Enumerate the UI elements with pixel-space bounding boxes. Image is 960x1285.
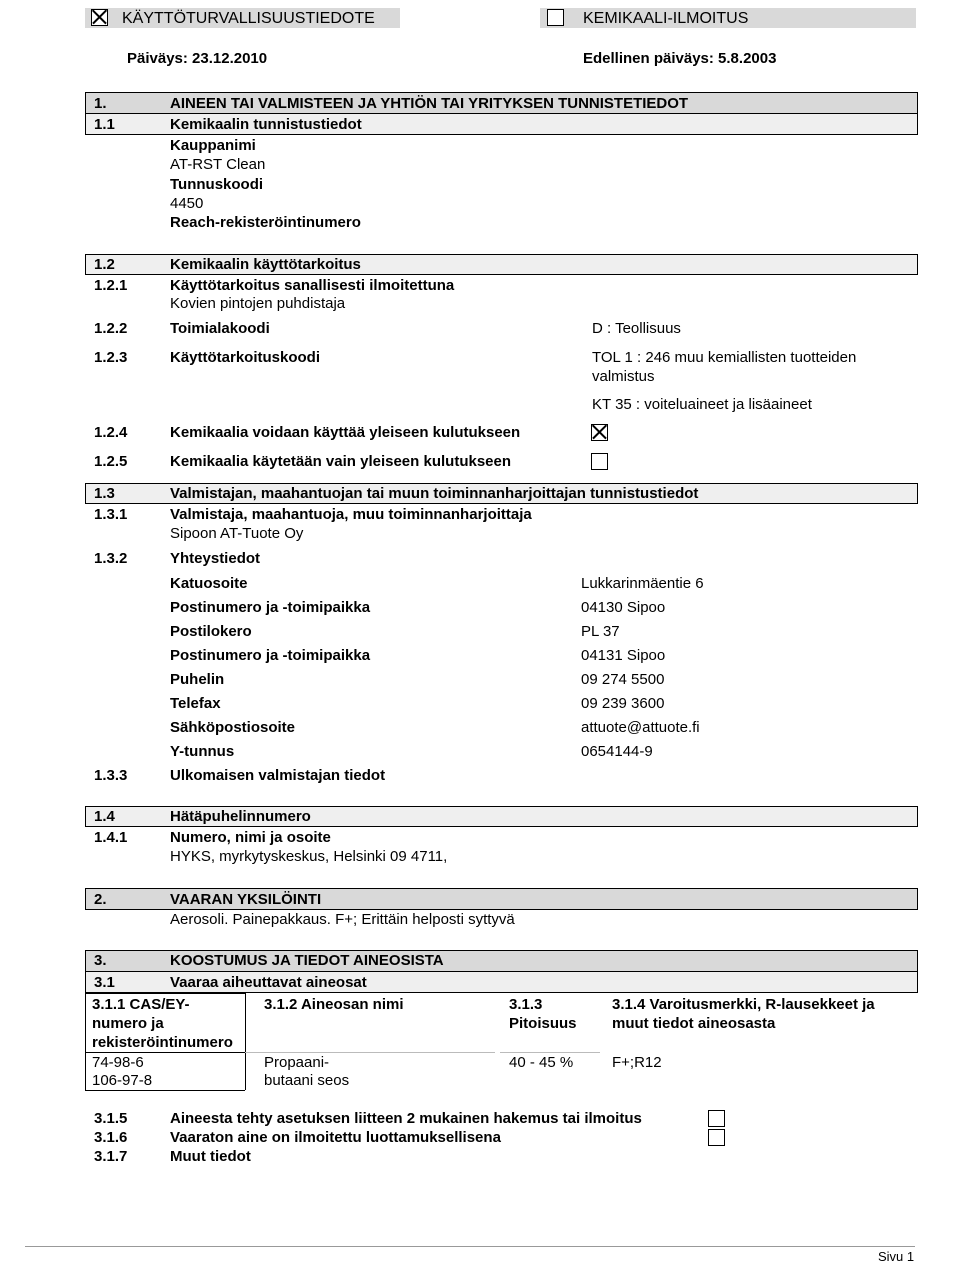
section-3-1-6-title: Vaaraton aine on ilmoitettu luottamuksellisena <box>170 1129 501 1146</box>
contact-label: Katuosoite <box>170 575 248 592</box>
section-1-2-5-title: Kemikaalia käytetään vain yleiseen kulutukseen <box>170 453 512 470</box>
table-cell-cas: 74-98-6 <box>92 1054 144 1071</box>
section-1-number: 1. <box>94 95 107 112</box>
table-left-border <box>85 993 86 1090</box>
section-1-4-1-title: Numero, nimi ja osoite <box>170 829 331 846</box>
section-1-4-1-value: HYKS, myrkytyskeskus, Helsinki 09 4711, <box>170 848 448 865</box>
section-3-1-title: Vaaraa aiheuttavat aineosat <box>170 974 367 991</box>
contact-label: Sähköpostiosoite <box>170 719 296 736</box>
trade-name-label: Kauppanimi <box>170 137 256 154</box>
section-1-2-4-title: Kemikaalia voidaan käyttää yleiseen kulutukseen <box>170 424 521 441</box>
section-3-1-5-title: Aineesta tehty asetuksen liitteen 2 mukainen hakemus tai ilmoitus <box>170 1110 642 1127</box>
contact-label: Puhelin <box>170 671 225 688</box>
contact-label: Postinumero ja -toimipaikka <box>170 599 371 616</box>
document-date: Päiväys: 23.12.2010 <box>127 50 268 67</box>
table-cell-name: Propaani- <box>264 1054 330 1071</box>
table-header-cas: rekisteröintinumero <box>92 1034 233 1051</box>
section-1-4-1-number: 1.4.1 <box>94 829 128 846</box>
trade-name-value: AT-RST Clean <box>170 156 266 173</box>
section-1-title: AINEEN TAI VALMISTEEN JA YHTIÖN TAI YRITYKSEN TUNNISTETIEDOT <box>170 95 689 112</box>
section-1-2-5-number: 1.2.5 <box>94 453 128 470</box>
contact-value: 0654144-9 <box>581 743 653 760</box>
section-1-2-1-title: Käyttötarkoitus sanallisesti ilmoitettuna <box>170 277 455 294</box>
contact-label: Postinumero ja -toimipaikka <box>170 647 371 664</box>
consumer-use-checkbox[interactable] <box>591 424 608 441</box>
table-bottom-border <box>85 1090 245 1091</box>
contact-value: 04130 Sipoo <box>581 599 666 616</box>
section-1-2-1-value: Kovien pintojen puhdistaja <box>170 295 346 312</box>
code-value: 4450 <box>170 195 204 212</box>
footer-divider <box>25 1246 915 1247</box>
section-1-3-title: Valmistajan, maahantuojan tai muun toiminnanharjoittajan tunnistustiedot <box>170 485 699 502</box>
section-3-1-5-number: 3.1.5 <box>94 1110 128 1127</box>
section-1-2-3-value-1a: TOL 1 : 246 muu kemiallisten tuotteiden <box>592 349 857 366</box>
header-left-title: KÄYTTÖTURVALLISUUSTIEDOTE <box>122 10 375 27</box>
confidential-checkbox[interactable] <box>708 1129 725 1146</box>
table-cell-name: butaani seos <box>264 1072 350 1089</box>
contact-value: PL 37 <box>581 623 620 640</box>
section-3-title: KOOSTUMUS JA TIEDOT AINEOSISTA <box>170 952 444 969</box>
table-header-row-border <box>85 1052 245 1053</box>
table-header-concentration: Pitoisuus <box>509 1015 577 1032</box>
consumer-only-checkbox[interactable] <box>591 453 608 470</box>
table-top-border <box>85 993 245 994</box>
chemical-notification-checkbox[interactable] <box>547 9 564 26</box>
page-number: Sivu 1 <box>878 1249 915 1264</box>
table-cell-divider <box>245 1052 495 1053</box>
previous-date: Edellinen päiväys: 5.8.2003 <box>583 50 777 67</box>
section-3-1-7-title: Muut tiedot <box>170 1148 251 1165</box>
section-1-2-number: 1.2 <box>94 256 115 273</box>
header-right-title: KEMIKAALI-ILMOITUS <box>583 10 749 27</box>
section-1-3-1-title: Valmistaja, maahantuoja, muu toiminnanharjoittaja <box>170 506 532 523</box>
contact-label: Telefax <box>170 695 221 712</box>
contact-value: 09 274 5500 <box>581 671 665 688</box>
section-1-2-2-title: Toimialakoodi <box>170 320 270 337</box>
reach-label: Reach-rekisteröintinumero <box>170 214 361 231</box>
section-1-3-2-number: 1.3.2 <box>94 550 128 567</box>
table-header-cas: numero ja <box>92 1015 164 1032</box>
section-2-text: Aerosoli. Painepakkaus. F+; Erittäin helposti syttyvä <box>170 911 515 928</box>
table-header-cas: 3.1.1 CAS/EY- <box>92 996 190 1013</box>
section-2-title: VAARAN YKSILÖINTI <box>170 891 322 908</box>
section-1-2-3-number: 1.2.3 <box>94 349 128 366</box>
section-1-2-3-title: Käyttötarkoituskoodi <box>170 349 321 366</box>
section-1-2-3-value-2: KT 35 : voiteluaineet ja lisäaineet <box>592 396 812 413</box>
contact-value: 04131 Sipoo <box>581 647 666 664</box>
sds-checkbox[interactable] <box>91 9 108 26</box>
contact-value: 09 239 3600 <box>581 695 665 712</box>
section-1-3-3-title: Ulkomaisen valmistajan tiedot <box>170 767 386 784</box>
contact-value: Lukkarinmäentie 6 <box>581 575 704 592</box>
table-cell-warning: F+;R12 <box>612 1054 662 1071</box>
section-1-2-1-number: 1.2.1 <box>94 277 128 294</box>
section-3-1-number: 3.1 <box>94 974 115 991</box>
section-3-1-7-number: 3.1.7 <box>94 1148 128 1165</box>
table-header-warning: muut tiedot aineosasta <box>612 1015 776 1032</box>
table-header-name: 3.1.2 Aineosan nimi <box>264 996 404 1013</box>
table-col-divider <box>245 993 246 1090</box>
contact-label: Postilokero <box>170 623 252 640</box>
table-cell-concentration: 40 - 45 % <box>509 1054 574 1071</box>
section-1-1-title: Kemikaalin tunnistustiedot <box>170 116 362 133</box>
section-2-number: 2. <box>94 891 107 908</box>
section-1-3-1-number: 1.3.1 <box>94 506 128 523</box>
section-1-2-2-value: D : Teollisuus <box>592 320 681 337</box>
section-1-3-2-title: Yhteystiedot <box>170 550 261 567</box>
section-1-4-number: 1.4 <box>94 808 115 825</box>
table-header-concentration: 3.1.3 <box>509 996 543 1013</box>
code-label: Tunnuskoodi <box>170 176 264 193</box>
section-1-2-2-number: 1.2.2 <box>94 320 128 337</box>
table-cell-divider <box>500 1052 600 1053</box>
section-1-2-title: Kemikaalin käyttötarkoitus <box>170 256 361 273</box>
section-1-4-title: Hätäpuhelinnumero <box>170 808 311 825</box>
section-1-2-4-number: 1.2.4 <box>94 424 128 441</box>
section-1-3-number: 1.3 <box>94 485 115 502</box>
section-3-number: 3. <box>94 952 107 969</box>
table-cell-cas: 106-97-8 <box>92 1072 153 1089</box>
section-1-3-3-number: 1.3.3 <box>94 767 128 784</box>
annex-application-checkbox[interactable] <box>708 1110 725 1127</box>
section-1-3-1-value: Sipoon AT-Tuote Oy <box>170 525 304 542</box>
contact-value: attuote@attuote.fi <box>581 719 700 736</box>
contact-label: Y-tunnus <box>170 743 235 760</box>
table-header-warning: 3.1.4 Varoitusmerkki, R-lausekkeet ja <box>612 996 875 1013</box>
section-1-1-number: 1.1 <box>94 116 115 133</box>
section-1-2-3-value-1b: valmistus <box>592 368 655 385</box>
section-3-1-6-number: 3.1.6 <box>94 1129 128 1146</box>
